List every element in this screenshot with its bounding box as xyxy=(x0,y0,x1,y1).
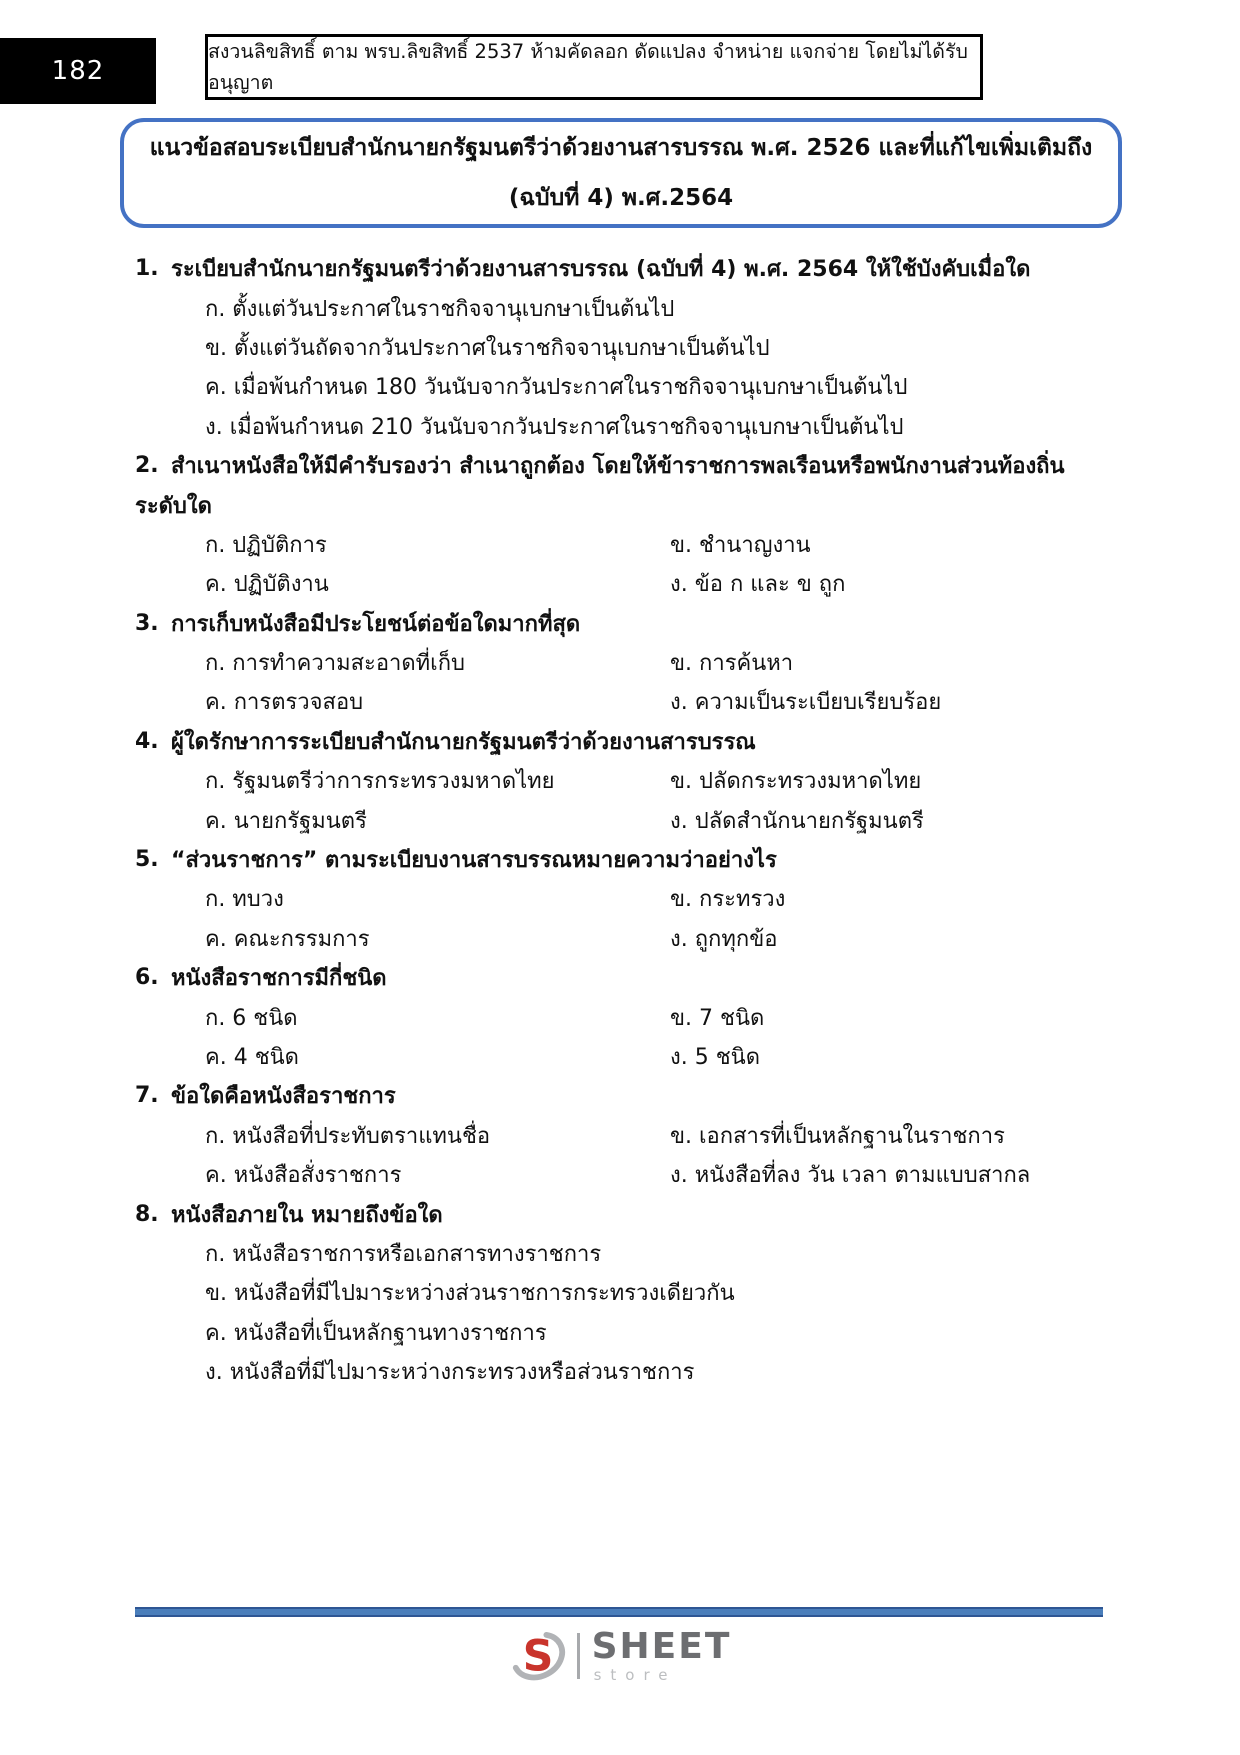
question-4-option-a: ก. รัฐมนตรีว่าการกระทรวงมหาดไทย xyxy=(205,769,555,795)
question-6-text: หนังสือราชการมีกี่ชนิด xyxy=(171,966,387,992)
question-2 xyxy=(135,446,1110,485)
exam-title-line2: (ฉบับที่ 4) พ.ศ.2564 xyxy=(508,185,734,211)
question-6-option-b: ข. 7 ชนิด xyxy=(670,1005,765,1031)
question-1-number: 1. xyxy=(135,256,159,282)
question-2-option-b: ข. ชำนาญงาน xyxy=(670,532,811,558)
question-1-option-a: ก. ตั้งแต่วันประกาศในราชกิจจานุเบกษาเป็นต้นไป xyxy=(205,296,675,322)
question-2-option-a: ก. ปฏิบัติการ xyxy=(205,532,327,558)
question-8-option-b: ข. หนังสือที่มีไปมาระหว่างส่วนราชการกระทรวงเดียวกัน xyxy=(205,1281,735,1307)
question-2-number: 2. xyxy=(135,453,159,479)
question-1-option-b: ข. ตั้งแต่วันถัดจากวันประกาศในราชกิจจานุเบกษาเป็นต้นไป xyxy=(205,335,770,361)
copyright-text: สงวนลิขสิทธิ์ ตาม พรบ.ลิขสิทธิ์ 2537 ห้ามคัดลอก ดัดแปลง จำหน่าย แจกจ่าย โดยไม่ได้รับอนุญาต xyxy=(208,40,968,94)
question-4-option-b: ข. ปลัดกระทรวงมหาดไทย xyxy=(670,769,922,795)
question-6-option-d: ง. 5 ชนิด xyxy=(670,1045,760,1070)
question-4-option-c: ค. นายกรัฐมนตรี xyxy=(205,808,367,834)
question-1-option-c: ค. เมื่อพ้นกำหนด 180 วันนับจากวันประกาศในราชกิจจานุเบกษาเป็นต้นไป xyxy=(205,375,908,401)
question-6-options-row-2 xyxy=(135,1037,1110,1076)
question-4 xyxy=(135,722,1110,761)
question-3-option-c: ค. การตรวจสอบ xyxy=(205,690,364,716)
question-2-text: สำเนาหนังสือให้มีคำรับรองว่า สำเนาถูกต้อง โดยให้ข้าราชการพลเรือนหรือพนักงานส่วนท้องถิ่น xyxy=(171,454,1065,480)
question-8-text: หนังสือภายใน หมายถึงข้อใด xyxy=(171,1202,443,1228)
question-5-text: “ส่วนราชการ” ตามระเบียบงานสารบรรณหมายความว่าอย่างไร xyxy=(171,848,777,874)
footer-divider xyxy=(135,1607,1103,1617)
question-4-number: 4. xyxy=(135,728,159,754)
page-number-box xyxy=(0,38,156,104)
brand-divider-bar xyxy=(577,1633,580,1679)
question-3 xyxy=(135,604,1110,643)
question-1 xyxy=(135,249,1110,288)
brand-subtitle: store xyxy=(593,1666,677,1684)
question-1-option-d: ง. เมื่อพ้นกำหนด 210 วันนับจากวันประกาศในราชกิจจานุเบกษาเป็นต้นไป xyxy=(205,414,904,440)
question-5-number: 5. xyxy=(135,847,159,873)
question-4-options-row-2 xyxy=(135,800,1110,839)
question-2-options-row-1 xyxy=(135,525,1110,564)
sheet-store-icon xyxy=(509,1627,567,1685)
question-2-option-c: ค. ปฏิบัติงาน xyxy=(205,572,329,598)
question-3-options-row-2 xyxy=(135,682,1110,721)
question-3-option-a: ก. การทำความสะอาดที่เก็บ xyxy=(205,651,465,677)
question-6 xyxy=(135,958,1110,997)
question-7-text: ข้อใดคือหนังสือราชการ xyxy=(171,1084,396,1110)
question-7-options-row-2 xyxy=(135,1155,1110,1194)
question-6-number: 6. xyxy=(135,965,159,991)
brand-name: SHEET xyxy=(591,1626,732,1667)
question-2-text-continued: ระดับใด xyxy=(135,493,212,519)
question-5-options-row-1 xyxy=(135,879,1110,918)
question-8-option-d: ง. หนังสือที่มีไปมาระหว่างกระทรวงหรือส่วนราชการ xyxy=(205,1360,695,1386)
question-3-number: 3. xyxy=(135,610,159,636)
question-5-option-b: ข. กระทรวง xyxy=(670,887,786,913)
question-8-option-c: ค. หนังสือที่เป็นหลักฐานทางราชการ xyxy=(205,1320,547,1346)
question-2-options-row-2 xyxy=(135,564,1110,603)
question-6-option-a: ก. 6 ชนิด xyxy=(205,1005,298,1031)
question-8 xyxy=(135,1194,1110,1233)
question-4-option-d: ง. ปลัดสำนักนายกรัฐมนตรี xyxy=(670,808,924,834)
question-7-option-c: ค. หนังสือสั่งราชการ xyxy=(205,1163,402,1189)
question-4-options-row-1 xyxy=(135,761,1110,800)
question-7 xyxy=(135,1076,1110,1115)
question-3-options-row-1 xyxy=(135,643,1110,682)
page-number: 182 xyxy=(51,56,105,86)
question-7-options-row-1 xyxy=(135,1116,1110,1155)
question-4-text: ผู้ใดรักษาการระเบียบสำนักนายกรัฐมนตรีว่าด้วยงานสารบรรณ xyxy=(171,729,756,755)
question-6-option-c: ค. 4 ชนิด xyxy=(205,1045,299,1070)
question-7-option-a: ก. หนังสือที่ประทับตราแทนชื่อ xyxy=(205,1123,491,1149)
question-6-options-row-1 xyxy=(135,997,1110,1036)
question-7-option-b: ข. เอกสารที่เป็นหลักฐานในราชการ xyxy=(670,1123,1005,1149)
question-5-option-a: ก. ทบวง xyxy=(205,887,284,913)
brand-logo xyxy=(0,1627,1240,1685)
question-5-options-row-2 xyxy=(135,919,1110,958)
question-7-number: 7. xyxy=(135,1083,159,1109)
question-8-number: 8. xyxy=(135,1201,159,1227)
question-1-text: ระเบียบสำนักนายกรัฐมนตรีว่าด้วยงานสารบรรณ (ฉบับที่ 4) พ.ศ. 2564 ให้ใช้บังคับเมื่อใด xyxy=(171,257,1031,283)
question-5-option-c: ค. คณะกรรมการ xyxy=(205,926,370,952)
brand-text xyxy=(591,1626,732,1684)
question-3-option-b: ข. การค้นหา xyxy=(670,651,794,677)
copyright-box xyxy=(205,34,983,100)
question-3-option-d: ง. ความเป็นระเบียบเรียบร้อย xyxy=(670,690,942,716)
question-2-option-d: ง. ข้อ ก และ ข ถูก xyxy=(670,572,846,598)
question-5 xyxy=(135,840,1110,879)
question-3-text: การเก็บหนังสือมีประโยชน์ต่อข้อใดมากที่สุด xyxy=(171,611,581,637)
svg-text:S: S xyxy=(522,1632,553,1682)
exam-title-line1: แนวข้อสอบระเบียบสำนักนายกรัฐมนตรีว่าด้วยงานสารบรรณ พ.ศ. 2526 และที่แก้ไขเพิ่มเติมถึง xyxy=(149,135,1093,161)
question-8-option-a: ก. หนังสือราชการหรือเอกสารทางราชการ xyxy=(205,1241,602,1267)
question-7-option-d: ง. หนังสือที่ลง วัน เวลา ตามแบบสากล xyxy=(670,1163,1031,1189)
exam-title-box xyxy=(120,118,1122,228)
question-list xyxy=(135,249,1110,1391)
question-5-option-d: ง. ถูกทุกข้อ xyxy=(670,926,778,952)
